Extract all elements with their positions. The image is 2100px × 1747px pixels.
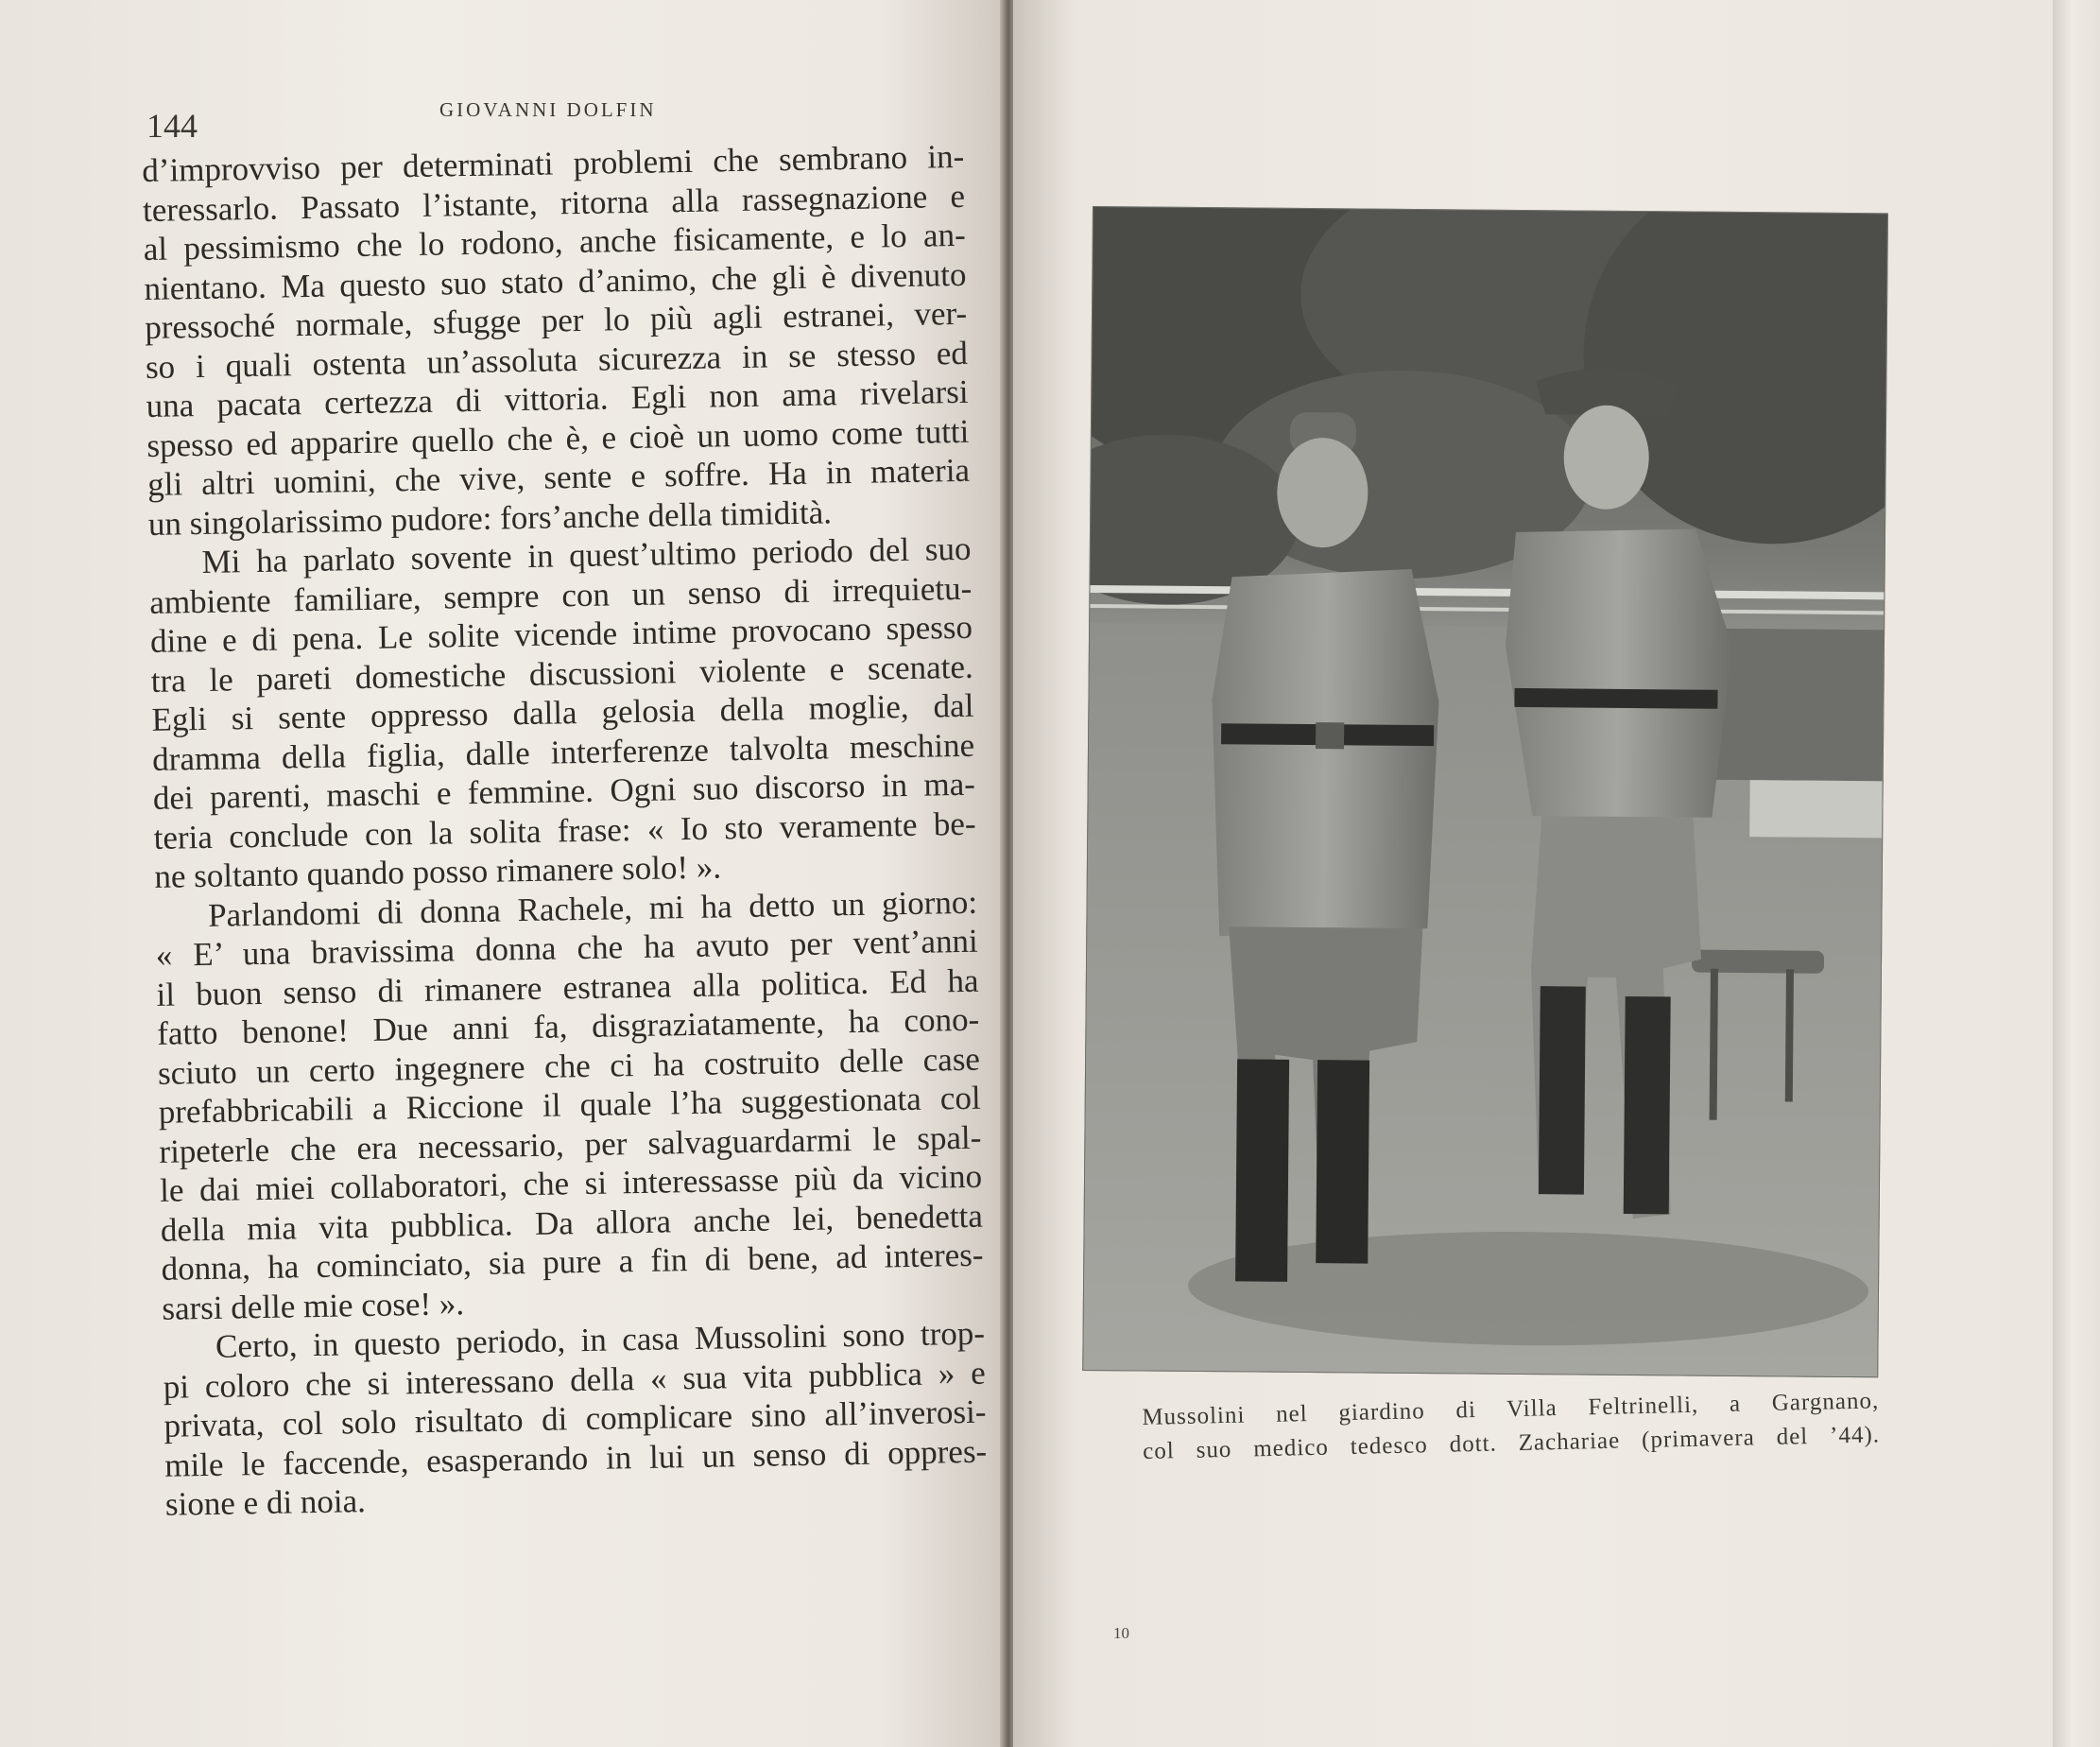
- text-line: spesso ed apparire quello che è, e cioè un uomo come tutti: [146, 412, 970, 464]
- caption-line-1: Mussolini nel giardino di Villa Feltrinelli, a Gargnano,: [1142, 1388, 1880, 1430]
- text-line: teressarlo. Passato l’istante, ritorna alla rassegnazione e: [142, 177, 966, 229]
- caption-line-2: col suo medico tedesco dott. Zachariae (primavera del ’44).: [1142, 1422, 1881, 1464]
- text-line: sciuto un certo ingegnere che ci ha costruito delle case: [157, 1040, 981, 1092]
- photograph-plate: [1082, 206, 1888, 1377]
- text-line: ripeterle che era necessario, per salvaguardarmi le spal-: [159, 1118, 982, 1170]
- text-line: so i quali ostenta un’assoluta sicurezza in se stesso ed: [145, 334, 969, 386]
- text-line: Egli si sente oppresso dalla gelosia della moglie, dal: [151, 686, 974, 738]
- text-line: dine e di pena. Le solite vicende intime provocano spesso: [149, 608, 973, 660]
- running-head: GIOVANNI DOLFIN: [439, 98, 657, 121]
- text-line: al pessimismo che lo rodono, anche fisicamente, e lo an-: [143, 216, 967, 268]
- text-line: il buon senso di rimanere estranea alla politica. Ed ha: [156, 961, 979, 1013]
- text-line: d’improvviso per determinati problemi che sembrano in-: [142, 137, 965, 189]
- text-line: gli altri uomini, che vive, sente e soffre. Ha in materia: [146, 451, 971, 503]
- text-line: pi coloro che si interessano della « sua vita pubblica » e: [163, 1354, 987, 1406]
- text-line: sione e di noia.: [164, 1482, 367, 1523]
- text-line: Mi ha parlato sovente in quest’ultimo periodo del suo: [201, 529, 972, 580]
- text-line: dramma della figlia, dalle interferenze talvolta meschine: [151, 726, 975, 778]
- text-line: fatto benone! Due anni fa, disgraziatamente, ha cono-: [156, 1000, 980, 1052]
- left-page: [0, 0, 1002, 1747]
- text-line: ne soltanto quando posso rimanere solo! ».: [154, 848, 722, 895]
- text-line: una pacata certezza di vittoria. Egli non ama rivelarsi: [146, 372, 969, 424]
- text-line: un singolarissimo pudore: fors’anche della timidità.: [147, 493, 833, 543]
- text-line: « E’ una bravissima donna che ha avuto per vent’anni: [155, 922, 979, 974]
- text-line: sarsi delle mie cose! ».: [162, 1284, 465, 1327]
- text-line: teria conclude con la solita frase: « Io sto veramente be-: [153, 804, 976, 856]
- text-line: privata, col solo risultato di complicare sino all’inverosi-: [164, 1392, 987, 1444]
- text-line: prefabbricabili a Riccione il quale l’ha suggestionata col: [158, 1079, 981, 1131]
- text-line: nientano. Ma questo suo stato d’animo, che gli è divenuto: [144, 255, 967, 307]
- text-line: donna, ha cominciato, sia pure a fin di bene, ad interes-: [161, 1236, 984, 1288]
- text-line: Certo, in questo periodo, in casa Mussolini sono trop-: [215, 1314, 986, 1365]
- photograph-illustration: [1083, 207, 1887, 1376]
- text-line: Parlandomi di donna Rachele, mi ha detto un giorno:: [207, 883, 978, 934]
- body-text: [142, 137, 988, 1524]
- folio-number: 10: [1113, 1624, 1129, 1642]
- text-line: pressoché normale, sfugge per lo più agli estranei, ver-: [144, 294, 968, 346]
- text-line: della mia vita pubblica. Da allora anche lei, benedetta: [160, 1197, 984, 1249]
- text-line: mile le faccende, esasperando in lui un senso di oppres-: [164, 1432, 988, 1484]
- text-line: le dai miei collaboratori, che si interessasse più da vicino: [159, 1157, 983, 1209]
- page-number: 144: [146, 107, 198, 145]
- text-line: tra le pareti domestiche discussioni violente e scenate.: [150, 648, 973, 700]
- text-line: ambiente familiare, sempre con un senso di irrequietu-: [148, 569, 973, 621]
- page-edges: [2053, 0, 2100, 1747]
- text-line: dei parenti, maschi e femmine. Ogni suo discorso in ma-: [152, 765, 976, 817]
